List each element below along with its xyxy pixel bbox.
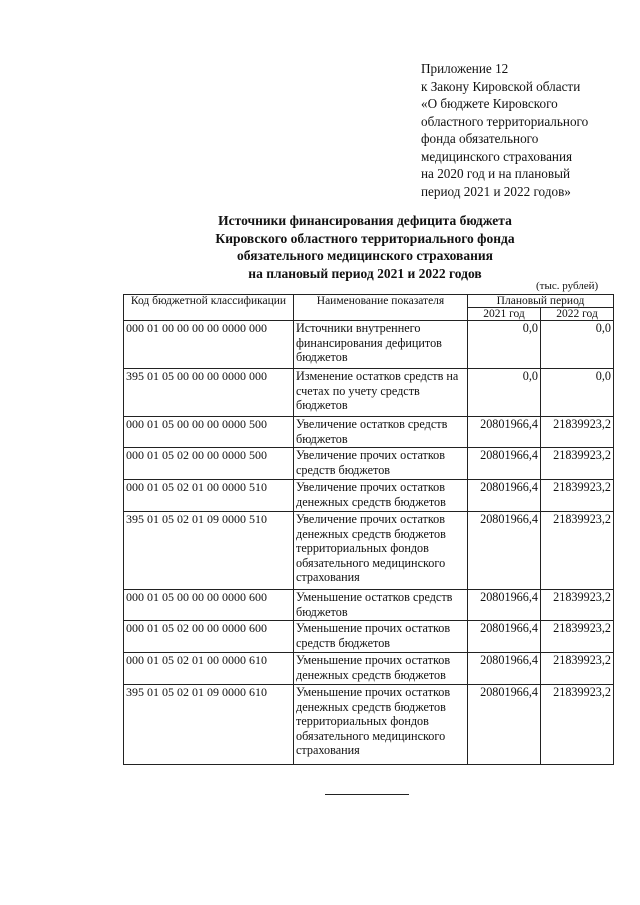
table-row (124, 621, 614, 653)
appendix-line: фонда обязательного (421, 131, 539, 146)
cell-2021: 20801966,4 (468, 512, 541, 590)
appendix-block (421, 60, 626, 200)
title-line: на плановый период 2021 и 2022 годов (248, 265, 482, 281)
appendix-line: Приложение 12 (421, 61, 509, 76)
cell-2021: 20801966,4 (468, 590, 541, 621)
cell-2022: 21839923,2 (541, 480, 614, 512)
cell-2021: 20801966,4 (468, 448, 541, 480)
cell-name: Увеличение остатков средств бюджетов (294, 417, 468, 448)
cell-name: Изменение остатков средств на счетах по учету средств бюджетов (294, 369, 468, 417)
header-code: Код бюджетной классификации (124, 295, 294, 321)
appendix-line: областного территориального (421, 113, 589, 129)
cell-name: Источники внутреннего финансирования дефицитов бюджетов (294, 321, 468, 369)
cell-2022: 21839923,2 (541, 512, 614, 590)
cell-2022: 21839923,2 (541, 590, 614, 621)
cell-name: Уменьшение прочих остатков денежных средств бюджетов (294, 653, 468, 685)
appendix-line: на 2020 год и на плановый (421, 166, 571, 181)
table-row (124, 653, 614, 685)
cell-name: Уменьшение прочих остатков денежных средств бюджетов территориальных фондов обязательного медицинского страхования (294, 685, 468, 765)
cell-code: 000 01 05 02 00 00 0000 500 (124, 448, 294, 480)
cell-2021: 20801966,4 (468, 417, 541, 448)
table-row (124, 590, 614, 621)
cell-2021: 0,0 (468, 321, 541, 369)
table-row (124, 512, 614, 590)
document-title (150, 212, 580, 282)
cell-name: Увеличение прочих остатков денежных средств бюджетов (294, 480, 468, 512)
cell-2021: 20801966,4 (468, 621, 541, 653)
header-2022: 2022 год (541, 308, 614, 321)
header-period: Плановый период (468, 295, 614, 308)
cell-code: 395 01 05 00 00 00 0000 000 (124, 369, 294, 417)
title-line: Кировского областного территориального фонда (215, 230, 515, 246)
cell-2021: 20801966,4 (468, 480, 541, 512)
appendix-line: к Закону Кировской области (421, 78, 581, 94)
cell-code: 000 01 05 02 00 00 0000 600 (124, 621, 294, 653)
cell-2022: 21839923,2 (541, 653, 614, 685)
cell-name: Увеличение прочих остатков средств бюджетов (294, 448, 468, 480)
header-row (124, 295, 614, 308)
cell-2021: 20801966,4 (468, 685, 541, 765)
cell-code: 000 01 05 00 00 00 0000 500 (124, 417, 294, 448)
header-2021: 2021 год (468, 308, 541, 321)
table-row (124, 321, 614, 369)
table-row (124, 480, 614, 512)
cell-2022: 21839923,2 (541, 621, 614, 653)
cell-2022: 21839923,2 (541, 685, 614, 765)
cell-code: 000 01 05 00 00 00 0000 600 (124, 590, 294, 621)
title-line: обязательного медицинского страхования (237, 248, 493, 263)
table-row (124, 685, 614, 765)
cell-code: 000 01 05 02 01 00 0000 510 (124, 480, 294, 512)
closing-line (325, 794, 409, 795)
cell-2022: 0,0 (541, 369, 614, 417)
cell-2021: 20801966,4 (468, 653, 541, 685)
appendix-line: медицинского страхования (421, 148, 573, 164)
cell-code: 000 01 05 02 01 00 0000 610 (124, 653, 294, 685)
table-row (124, 448, 614, 480)
cell-2022: 21839923,2 (541, 417, 614, 448)
cell-code: 395 01 05 02 01 09 0000 610 (124, 685, 294, 765)
title-line: Источники финансирования дефицита бюджета (218, 213, 512, 228)
cell-2021: 0,0 (468, 369, 541, 417)
table-row (124, 417, 614, 448)
table-row (124, 369, 614, 417)
cell-2022: 0,0 (541, 321, 614, 369)
cell-code: 000 01 00 00 00 00 0000 000 (124, 321, 294, 369)
appendix-line: «О бюджете Кировского (421, 96, 558, 111)
cell-2022: 21839923,2 (541, 448, 614, 480)
sources-table (123, 294, 614, 765)
header-name: Наименование показателя (294, 295, 468, 321)
cell-name: Уменьшение прочих остатков средств бюджетов (294, 621, 468, 653)
appendix-line: период 2021 и 2022 годов» (421, 183, 571, 199)
units-label: (тыс. рублей) (536, 280, 599, 292)
cell-name: Уменьшение остатков средств бюджетов (294, 590, 468, 621)
cell-code: 395 01 05 02 01 09 0000 510 (124, 512, 294, 590)
cell-name: Увеличение прочих остатков денежных средств бюджетов территориальных фондов обязательного медицинского страхования (294, 512, 468, 590)
